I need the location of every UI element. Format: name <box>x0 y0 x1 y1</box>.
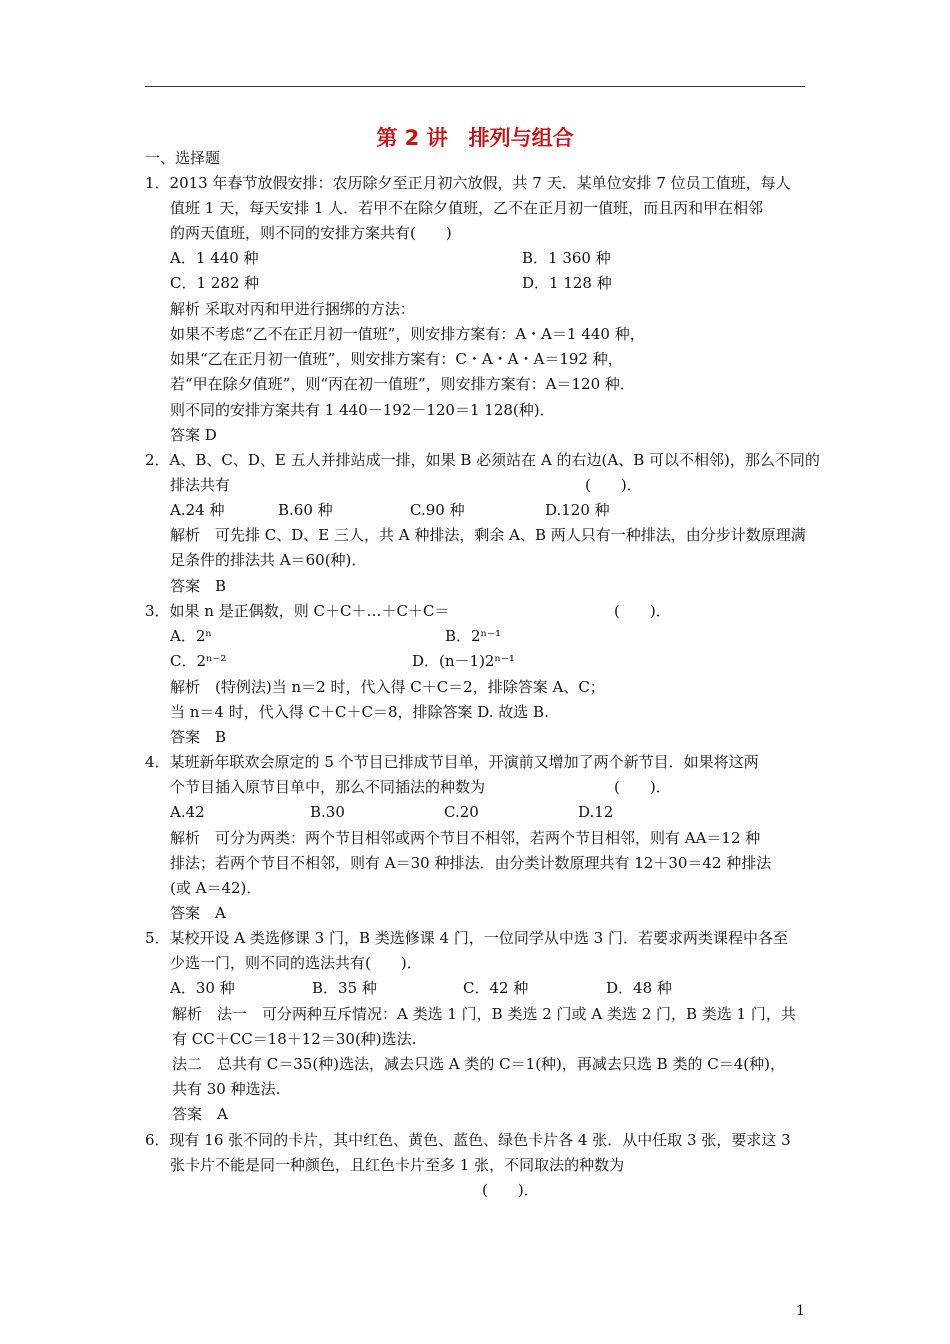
q4-line-2: 个节目插入原节目单中，那么不同插法的种数为 <box>170 778 486 796</box>
q5-line-1: 5．某校开设 A 类选修课 3 门，B 类选修课 4 门，一位同学从中选 3 门．若要求两类课程中各至 <box>145 929 788 947</box>
q2-option-d: D.120 种 <box>545 501 610 519</box>
q1-answer: 答案 D <box>170 426 217 444</box>
q3-option-d: D．(n－1)2ⁿ⁻¹ <box>412 652 515 670</box>
q1-solution-4: 若“甲在除夕值班”，则“丙在初一值班”，则安排方案有：A＝120 种． <box>170 375 635 393</box>
q2-solution-1: 解析 可先排 C、D、E 三人，共 A 种排法，剩余 A、B 两人只有一种排法，由分步计数原理满 <box>170 526 806 544</box>
q2-option-b: B.60 种 <box>278 501 333 519</box>
q1-option-b: B．1 360 种 <box>522 249 611 267</box>
q3-option-c: C．2ⁿ⁻² <box>170 652 227 670</box>
q2-bracket: ( )． <box>585 476 642 494</box>
page-number: 1 <box>796 1303 805 1319</box>
q6-line-1: 6．现有 16 张不同的卡片，其中红色、黄色、蓝色、绿色卡片各 4 张．从中任取 3 张，要求这 3 <box>145 1131 791 1149</box>
q1-line-3: 的两天值班，则不同的安排方案共有( ) <box>170 224 452 242</box>
q1-solution-1: 解析 采取对丙和甲进行捆绑的方法： <box>170 300 415 318</box>
q1-solution-5: 则不同的安排方案共有 1 440－192－120＝1 128(种)． <box>170 401 555 419</box>
q2-option-a: A.24 种 <box>170 501 225 519</box>
q5-solution-2: 有 CC＋CC＝18＋12＝30(种)选法. <box>172 1030 417 1048</box>
q6-bracket: ( )． <box>482 1181 539 1199</box>
q3-option-b: B．2ⁿ⁻¹ <box>445 627 501 645</box>
q5-line-2: 少选一门，则不同的选法共有( )． <box>170 954 422 972</box>
q1-solution-2: 如果不考虑“乙不在正月初一值班”，则安排方案有：A・A＝1 440 种， <box>170 325 645 343</box>
q2-solution-2: 足条件的排法共 A＝60(种)． <box>170 551 367 569</box>
q1-solution-3: 如果“乙在正月初一值班”，则安排方案有：C・A・A・A＝192 种， <box>170 350 623 368</box>
q1-line-2: 值班 1 天，每天安排 1 人．若甲不在除夕值班，乙不在正月初一值班，而且丙和甲在相邻 <box>170 199 764 217</box>
q6-line-2: 张卡片不能是同一种颜色，且红色卡片至多 1 张，不同取法的种数为 <box>170 1156 625 1174</box>
q5-option-a: A．30 种 <box>170 979 235 997</box>
header-rule <box>145 86 805 87</box>
q4-option-d: D.12 <box>578 803 614 821</box>
q5-solution-4: 共有 30 种选法. <box>172 1080 281 1098</box>
q4-option-b: B.30 <box>310 803 345 821</box>
q1-option-a: A．1 440 种 <box>170 249 259 267</box>
q5-option-b: B．35 种 <box>312 979 377 997</box>
section-heading: 一、选择题 <box>145 149 221 167</box>
q4-option-c: C.20 <box>444 803 479 821</box>
q5-answer: 答案 A <box>172 1105 228 1123</box>
q4-answer: 答案 A <box>170 904 226 922</box>
q4-bracket: ( )． <box>614 778 671 796</box>
q3-option-a: A．2ⁿ <box>170 627 212 645</box>
q3-line-1: 3．如果 n 是正偶数，则 C＋C＋…＋C＋C＝ <box>145 602 450 620</box>
q2-line-1: 2．A、B、C、D、E 五人并排站成一排，如果 B 必须站在 A 的右边(A、B 可以不相邻)，那么不同的 <box>145 451 820 469</box>
page-title: 第 2 讲 排列与组合 <box>376 126 574 150</box>
q3-answer: 答案 B <box>170 728 227 746</box>
q4-solution-3: (或 A＝42)． <box>170 879 262 897</box>
q2-answer: 答案 B <box>170 577 227 595</box>
q1-option-c: C．1 282 种 <box>170 274 260 292</box>
q5-option-d: D．48 种 <box>606 979 672 997</box>
q4-line-1: 4．某班新年联欢会原定的 5 个节目已排成节目单，开演前又增加了两个新节目．如果将这两 <box>145 753 759 771</box>
q4-solution-2: 排法；若两个节目不相邻，则有 A＝30 种排法．由分类计数原理共有 12＋30＝42 种排法 <box>170 854 772 872</box>
q4-option-a: A.42 <box>170 803 205 821</box>
q5-solution-3: 法二 总共有 C＝35(种)选法，减去只选 A 类的 C＝1(种)，再减去只选 B 类的 C＝4(种)， <box>172 1055 785 1073</box>
q2-line-2: 排法共有 <box>170 476 231 494</box>
q5-option-c: C．42 种 <box>463 979 529 997</box>
q2-option-c: C.90 种 <box>410 501 465 519</box>
q5-solution-1: 解析 法一 可分两种互斥情况：A 类选 1 门，B 类选 2 门或 A 类选 2 门，B 类选 1 门，共 <box>172 1005 796 1023</box>
q3-solution-2: 当 n＝4 时，代入得 C＋C＋C＝8，排除答案 D. 故选 B. <box>170 703 549 721</box>
q3-bracket: ( )． <box>614 602 671 620</box>
q1-option-d: D．1 128 种 <box>522 274 612 292</box>
q1-line-1: 1．2013 年春节放假安排：农历除夕至正月初六放假，共 7 天．某单位安排 7 位员工值班，每人 <box>145 174 791 192</box>
q4-solution-1: 解析 可分为两类：两个节目相邻或两个节目不相邻，若两个节目相邻，则有 AA＝12 种 <box>170 829 761 847</box>
q3-solution-1: 解析 (特例法)当 n＝2 时，代入得 C＋C＝2，排除答案 A、C； <box>170 678 605 696</box>
